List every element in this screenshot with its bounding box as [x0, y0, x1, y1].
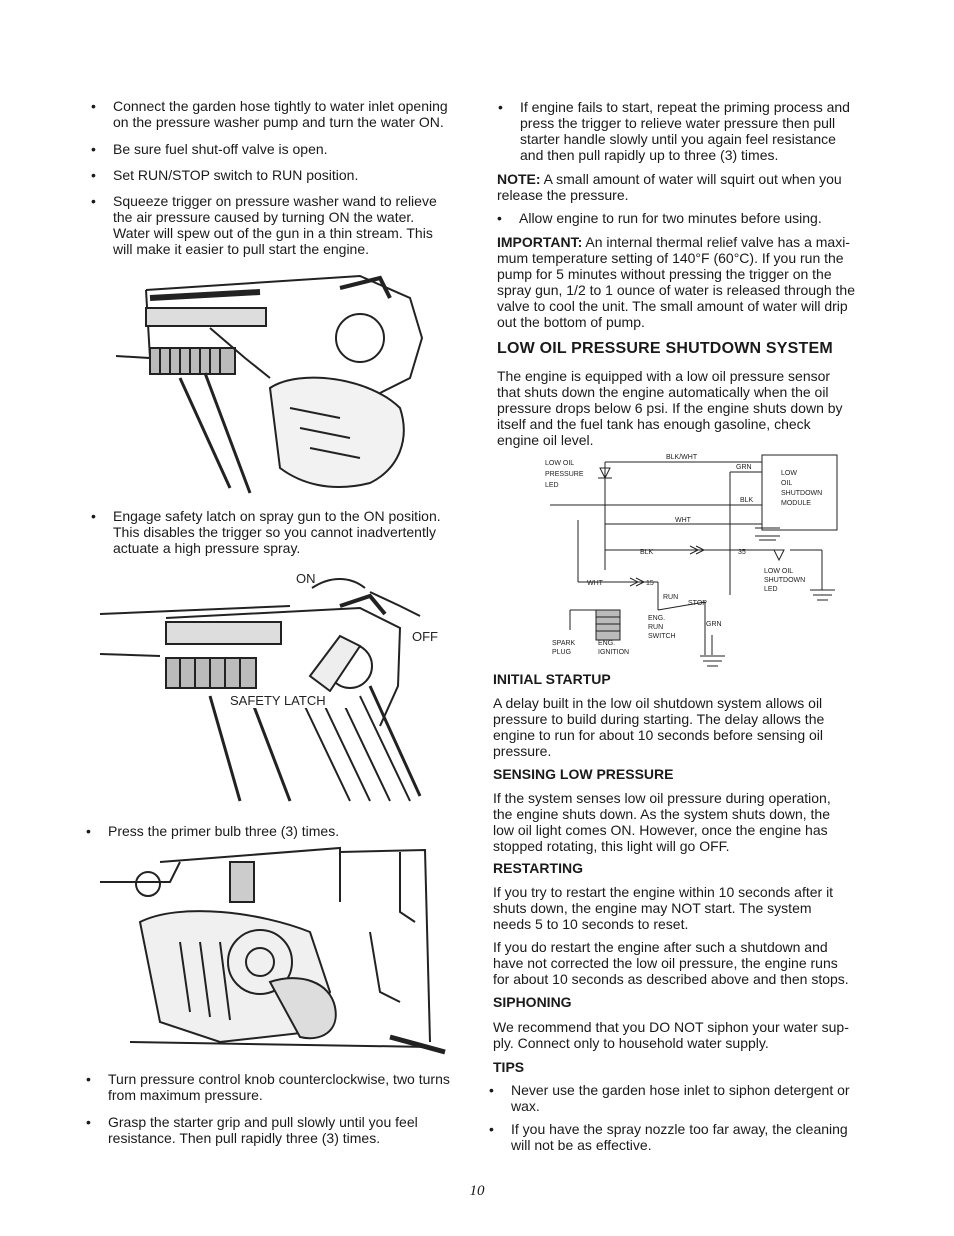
- section-intro: The engine is equipped with a low oil pressure sensor that shuts down the engine automatically when the oil pressure drops below 6 psi. If the engine shuts down by itself and the fuel tank has enough gasoline, check engine oil level.: [497, 368, 843, 448]
- bullet-dot: •: [86, 823, 91, 839]
- diagram-label-switch: SWITCH: [648, 633, 676, 640]
- diagram-label-low-oil-led-2: SHUTDOWN: [764, 577, 806, 584]
- bullet-text: Connect the garden hose tightly to water inlet opening on the pressure washer pump and turn the water ON.: [113, 98, 448, 130]
- note-text: A small amount of water will squirt out when you release the pressure.: [497, 171, 842, 203]
- diagram-label-eng-ign: ENG.: [598, 640, 616, 647]
- on-label: ON: [296, 571, 316, 586]
- diagram-label-ignition: IGNITION: [598, 649, 630, 656]
- module-label-shutdown: SHUTDOWN: [781, 490, 823, 497]
- important-label: IMPORTANT:: [497, 234, 583, 250]
- diagram-label-low-oil: LOW OIL: [545, 460, 575, 467]
- note-label: NOTE:: [497, 171, 541, 187]
- heading-sensing-low-pressure: SENSING LOW PRESSURE: [493, 766, 674, 782]
- diagram-label-stop: STOP: [688, 600, 707, 607]
- bullet-text: Grasp the starter grip and pull slowly until you feel resistance. Then pull rapidly three (3) times.: [108, 1114, 418, 1146]
- heading-tips: TIPS: [493, 1059, 525, 1075]
- diagram-label-plug: PLUG: [552, 649, 572, 656]
- diagram-label-low-oil-led-1: LOW OIL: [764, 568, 794, 575]
- diagram-label-wht-lower: WHT: [587, 580, 603, 587]
- diagram-label-spark: SPARK: [552, 640, 576, 647]
- bullet-text: Engage safety latch on spray gun to the ON position. This disables the trigger so you cannot inadvertently actuate a high pressure spray.: [113, 508, 441, 556]
- paragraph-restart-2: If you do restart the engine after such a shutdown and have not corrected the low oil pressure, the engine runs for about 10 seconds as described above and then stops.: [493, 939, 849, 987]
- bullet-dot: •: [489, 1082, 494, 1098]
- off-label: OFF: [412, 629, 438, 644]
- bullet-text: Allow engine to run for two minutes before using.: [519, 210, 822, 226]
- bullet-text: Never use the garden hose inlet to siphon detergent or wax.: [511, 1082, 850, 1114]
- bullet-dot: •: [489, 1121, 494, 1137]
- diagram-label-eng: ENG.: [648, 615, 666, 622]
- bullet-dot: •: [498, 99, 503, 115]
- diagram-label-15: 15: [646, 580, 654, 587]
- bullet-dot: •: [86, 1114, 91, 1130]
- note-paragraph: [497, 171, 887, 203]
- bullet-dot: •: [91, 508, 96, 524]
- paragraph-sensing: If the system senses low oil pressure during operation, the engine shuts down. As the system shuts down, the low oil light comes ON. However, once the engine has stopped rotating, this light will go OFF.: [493, 790, 831, 854]
- diagram-label-run-switch: RUN: [648, 624, 664, 631]
- paragraph-initial-startup: A delay built in the low oil shutdown system allows oil pressure to build during starting. The delay allows the engine to run for about 10 seconds before sensing oil pressure.: [493, 695, 825, 759]
- paragraph-siphoning: We recommend that you DO NOT siphon your water sup- ply. Connect only to household water supply.: [493, 1019, 849, 1051]
- diagram-label-blk-lower: BLK: [640, 549, 654, 556]
- diagram-label-35: 35: [738, 549, 746, 556]
- bullet-text: If you have the spray nozzle too far away, the cleaning will not be as effective.: [511, 1121, 848, 1153]
- primer-bulb-illustration: [100, 842, 450, 1062]
- safety-latch-label: SAFETY LATCH: [230, 693, 326, 708]
- important-text: An internal thermal relief valve has a maxi- mum temperature setting of 140°F (60°C). If you run the pump for 5 minutes without pressing the trigger on the spray gun, 1/2 to 1 ounce of water is released through the valve to cool the unit. The small amount of water will drip out the bottom of pump.: [497, 234, 856, 330]
- bullet-dot: •: [497, 210, 502, 226]
- diagram-label-pressure: PRESSURE: [545, 471, 584, 478]
- bullet-text: Press the primer bulb three (3) times.: [108, 823, 340, 839]
- diagram-label-led: LED: [545, 482, 559, 489]
- bullet-text: Set RUN/STOP switch to RUN position.: [113, 167, 359, 183]
- page-number: 10: [469, 1183, 485, 1199]
- bullet-dot: •: [91, 193, 96, 209]
- heading-initial-startup: INITIAL STARTUP: [493, 671, 611, 687]
- module-label-oil: OIL: [781, 480, 793, 487]
- paragraph-restart-1: If you try to restart the engine within 10 seconds after it shuts down, the engine may NOT start. The system needs 5 to 10 seconds to reset.: [493, 884, 834, 932]
- diagram-label-blk-wht: BLK/WHT: [666, 454, 698, 461]
- diagram-label-blk: BLK: [740, 497, 754, 504]
- diagram-label-low-oil-led-3: LED: [764, 586, 778, 593]
- module-label-low: LOW: [781, 470, 797, 477]
- section-title: LOW OIL PRESSURE SHUTDOWN SYSTEM: [497, 340, 833, 357]
- spray-gun-trigger-illustration: [110, 268, 450, 500]
- bullet-text: Be sure fuel shut-off valve is open.: [113, 141, 328, 157]
- bullet-dot: •: [86, 1071, 91, 1087]
- diagram-label-grn-lower: GRN: [706, 621, 722, 628]
- heading-siphoning: SIPHONING: [493, 994, 572, 1010]
- diagram-label-grn: GRN: [736, 464, 752, 471]
- heading-restarting: RESTARTING: [493, 860, 583, 876]
- diagram-label-run: RUN: [663, 594, 679, 601]
- module-label-module: MODULE: [781, 500, 811, 507]
- bullet-text: Turn pressure control knob counterclockwise, two turns from maximum pressure.: [108, 1071, 450, 1103]
- low-oil-wiring-diagram: [540, 450, 850, 675]
- bullet-text: Squeeze trigger on pressure washer wand to relieve the air pressure caused by turning ON the water. Water will spew out of the gun in a thin stream. This will make it easier to pull start the engine.: [113, 193, 437, 257]
- bullet-text: If engine fails to start, repeat the priming process and press the trigger to relieve water pressure then pull starter handle slowly until you again feel resistance and then pull rapidly up to three (3) times.: [520, 99, 850, 163]
- safety-latch-illustration: [100, 566, 460, 804]
- bullet-dot: •: [91, 167, 96, 183]
- bullet-dot: •: [91, 141, 96, 157]
- important-paragraph: [497, 234, 887, 330]
- bullet-dot: •: [91, 98, 96, 114]
- diagram-label-wht: WHT: [675, 517, 691, 524]
